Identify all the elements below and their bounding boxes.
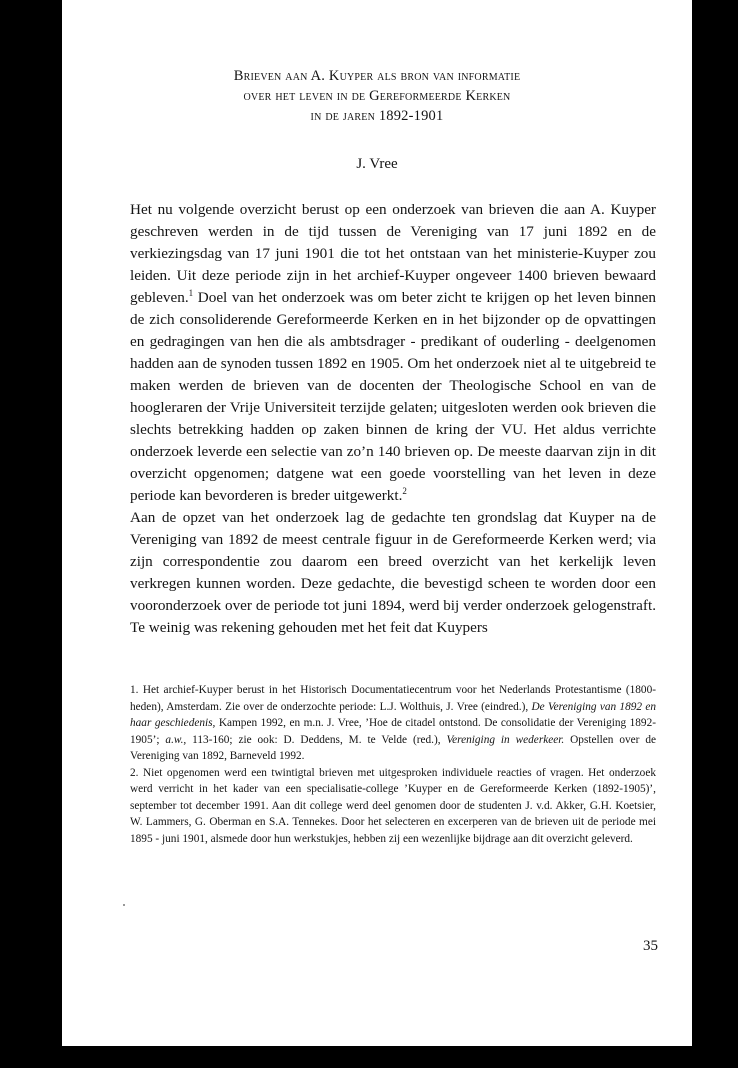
footnotes [130,682,656,847]
article-title [62,66,692,126]
body-text [130,199,656,639]
footnote [130,682,656,765]
scan-edge-bottom [0,1046,738,1068]
footnote-text: 1. Het archief-Kuyper berust in het Historisch Documentatiecentrum voor het Nederlands Protestantisme (1800-heden), Amsterdam. Zie over de onderzochte periode: L.J. Wolthuis, J. Vree (eindred.), [130,684,656,713]
footnote: 2. Niet opgenomen werd een twintigtal brieven met uitgesproken individuele reacties of vragen. Het onderzoek werd verricht in het kader van een specialisatie-college ’Kuyper en de Gereformeerde Kerken (1892-1905)’, september tot december 1991. Aan dit college werd deel genomen door de studenten J. v.d. Akker, G.H. Koetsier, W. Lammers, G. Oberman en S.A. Tennekes. Door het selecteren en excerperen van de brieven uit de periode mei 1895 - juni 1901, alsmede door hun werkstukjes, hebben zij een wezenlijke bijdrage aan dit overzicht geleverd. [130,766,656,845]
footnote-italic: a.w., [165,733,187,746]
footnote-text: Kampen 1992, en m.n. J. Vree, ’Hoe de citadel ontstond. De consolidatie der Vereniging 1892-1905’; [130,717,656,746]
title-line: in de jaren 1892-1901 [310,108,444,124]
paragraph-text: Het nu volgende overzicht berust op een onderzoek van brieven die aan A. Kuyper geschreven werden in de tijd tussen de Vereniging van 17 juni 1892 en de verkiezingsdag van 17 juni 1901 die tot het ontstaan van het ministerie-Kuyper zou leiden. Uit deze periode zijn in het archief-Kuyper ongeveer 1400 brieven bewaard gebleven. [130,201,656,306]
paragraph-text: Doel van het onderzoek was om beter zicht te krijgen op het leven binnen de zich consoliderende Gereformeerde Kerken en in het bijzonder op de opvattingen en gedragingen van hen die als ambtsdrager - predikant of ouderling - deelgenomen hadden aan de synoden tussen 1892 en 1905. Om het onderzoek niet al te uitgebreid te maken werden de brieven van de docenten der Theologische School en van de hoogleraren der Vrije Universiteit terzijde gelaten; uitgesloten werden ook brieven die slechts betrekking hadden op zaken binnen de kring der VU. Het aldus verrichte onderzoek leverde een selectie van zo’n 140 brieven op. De meeste daarvan zijn in dit overzicht opgenomen; datgene wat een goede voorstelling van het leven in deze periode kan bevorderen is breder uitgewerkt. [130,289,656,504]
document-page [62,0,692,1046]
footnote-italic: Vereniging in wederkeer. [446,733,565,746]
footnote-ref: 1 [188,288,194,298]
author-name: J. Vree [356,156,398,172]
footnote-text: Opstellen over de Vereniging van 1892, Barneveld 1992. [130,733,657,762]
title-line: over het leven in de Gereformeerde Kerken [243,88,511,104]
scan-edge-left [0,0,62,1068]
scan-speck [123,904,125,906]
paragraph: Aan de opzet van het onderzoek lag de gedachte ten grondslag dat Kuyper na de Vereniging van 1892 de meest centrale figuur in de Gereformeerde Kerken werd; via zijn correspondentie zou daarom een breed overzicht van het kerkelijk leven verkregen kunnen worden. Deze gedachte, die bevestigd scheen te worden door een vooronderzoek over de periode tot juni 1894, werd bij verder onderzoek gelogenstraft. Te weinig was rekening gehouden met het feit dat Kuypers [130,509,656,636]
page-number: 35 [643,938,658,954]
footnote-italic: De Vereniging van 1892 en haar geschiedenis, [130,700,656,729]
paragraph [130,199,656,507]
footnote-text: 113-160; zie ook: D. Deddens, M. te Velde (red.), [186,733,447,746]
title-line: Brieven aan A. Kuyper als bron van informatie [233,68,521,84]
scan-edge-right [692,0,738,1068]
footnote-ref: 2 [402,486,407,496]
